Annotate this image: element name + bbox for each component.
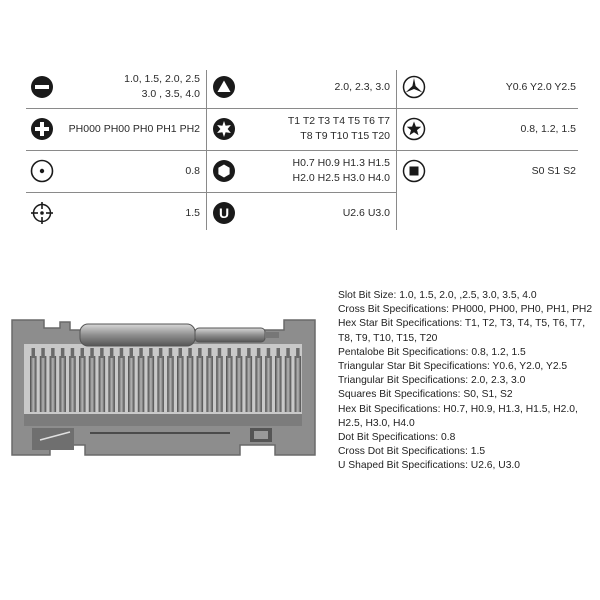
value-line: T8 T9 T10 T15 T20 — [300, 130, 390, 142]
screwdriver-bit-tip — [179, 348, 183, 358]
grid-cell-cross-dot — [22, 192, 206, 234]
spec-line: U Shaped Bit Specifications: U2.6, U3.0 — [338, 460, 521, 472]
spec-line: Triangular Star Bit Specifications: Y0.6, Y2.0, Y2.5 — [338, 361, 568, 373]
value-line: Y0.6 Y2.0 Y2.5 — [505, 80, 576, 93]
screwdriver-bit — [197, 356, 204, 412]
screwdriver-bit-tip — [61, 348, 65, 358]
screwdriver-bit — [59, 356, 66, 412]
dot-bit-icon — [30, 159, 54, 183]
screwdriver-bit-tip — [159, 348, 163, 358]
screwdriver-bit-tip — [296, 348, 300, 358]
spec-line: Triangular Bit Specifications: 2.0, 2.3, 3.0 — [338, 375, 526, 387]
screwdriver-bit — [118, 356, 125, 412]
screwdriver-bit — [157, 356, 164, 412]
screwdriver-bit — [89, 356, 96, 412]
u-shaped-bit-icon — [212, 201, 236, 225]
grid-cell-hex — [206, 150, 396, 192]
pentalobe-bit-icon — [402, 117, 426, 141]
screwdriver-bit — [236, 356, 243, 412]
triangular-star-bit-icon — [402, 75, 426, 99]
screwdriver-bit — [206, 356, 213, 412]
screwdriver-bit — [30, 356, 37, 412]
pentalobe-bit-values — [521, 108, 576, 150]
screwdriver-bit — [275, 356, 282, 412]
screwdriver-bit — [216, 356, 223, 412]
value-line: H2.0 H2.5 H3.0 H4.0 — [292, 172, 390, 184]
screwdriver-bit — [167, 356, 174, 412]
value-line: T1 T2 T3 T4 T5 T6 T7 — [287, 115, 390, 127]
value-line: 1.5 — [185, 206, 200, 219]
screwdriver-bit — [265, 356, 272, 412]
screwdriver-bit — [246, 356, 253, 412]
screwdriver-bit — [285, 356, 292, 412]
hex-star-bit-icon — [212, 117, 236, 141]
spec-line: Hex Bit Specifications: H0.7, H0.9, H1.3, H1.5, H2.0, — [338, 403, 578, 415]
grid-cell-square — [396, 150, 582, 192]
grid-cell-cross — [22, 108, 206, 150]
value-line: 3.0 , 3.5, 4.0 — [141, 88, 200, 100]
screwdriver-bit-tip — [149, 348, 153, 358]
screwdriver-bit-tip — [51, 348, 55, 358]
screwdriver-bit-tip — [90, 348, 94, 358]
screwdriver-bit-tip — [188, 348, 192, 358]
screwdriver-bit-tip — [257, 348, 261, 358]
spec-line: Pentalobe Bit Specifications: 0.8, 1.2, 1.5 — [338, 346, 526, 358]
grid-cell-triangle — [206, 66, 396, 108]
screwdriver-bit-tip — [286, 348, 290, 358]
value-line: S0 S1 S2 — [531, 164, 576, 177]
screwdriver-bit-tip — [32, 348, 36, 358]
screwdriver-bit-tip — [267, 348, 271, 358]
screwdriver-bit-tip — [277, 348, 281, 358]
value-line: U2.6 U3.0 — [342, 206, 390, 219]
slot-bit-icon — [30, 75, 54, 99]
screwdriver-bit — [50, 356, 57, 412]
grid-cell-pentalobe — [396, 108, 582, 150]
square-bit-values — [532, 150, 576, 192]
triangle-bit-icon — [212, 75, 236, 99]
spec-line: Cross Bit Specifications: PH000, PH00, PH0, PH1, PH2 — [338, 304, 593, 316]
bit-spec-grid — [22, 66, 582, 234]
screwdriver-bit-kit-image — [10, 300, 330, 470]
screwdriver-bit — [108, 356, 115, 412]
screwdriver-bit — [226, 356, 233, 412]
value-line: 1.0, 1.5, 2.0, 2.5 — [124, 73, 200, 85]
screwdriver-bit-tip — [41, 348, 45, 358]
screwdriver-bit — [40, 356, 47, 412]
hex-bit-values — [293, 150, 390, 192]
grid-cell-slot — [22, 66, 206, 108]
value-line: 0.8, 1.2, 1.5 — [520, 122, 576, 135]
screwdriver-bit-tip — [247, 348, 251, 358]
tri-star-bit-values — [506, 66, 576, 108]
spec-line: Cross Dot Bit Specifications: 1.5 — [338, 446, 486, 458]
spec-line: Dot Bit Specifications: 0.8 — [338, 432, 456, 444]
screwdriver-bit-tip — [120, 348, 124, 358]
cross-dot-bit-values — [185, 192, 200, 234]
grid-cell-u — [206, 192, 396, 234]
value-line: 2.0, 2.3, 3.0 — [334, 80, 390, 93]
cross-dot-bit-icon — [30, 201, 54, 225]
grid-cell-tri-star — [396, 66, 582, 108]
grid-cell-hex-star — [206, 108, 396, 150]
grid-cell-dot — [22, 150, 206, 192]
spec-line: Squares Bit Specifications: S0, S1, S2 — [338, 389, 513, 401]
value-line: PH000 PH00 PH0 PH1 PH2 — [68, 122, 200, 135]
hex-bit-icon — [212, 159, 236, 183]
spec-line: Slot Bit Size: 1.0, 1.5, 2.0, ,2.5, 3.0, 3.5, 4.0 — [338, 290, 537, 301]
screwdriver-bit-tip — [169, 348, 173, 358]
dot-bit-values — [185, 150, 200, 192]
screwdriver-bit-tip — [237, 348, 241, 358]
screwdriver-bit-tip — [139, 348, 143, 358]
screwdriver-bit — [138, 356, 145, 412]
spec-line: Hex Star Bit Specifications: T1, T2, T3, T4, T5, T6, T7, — [338, 318, 586, 330]
screwdriver-bit — [69, 356, 76, 412]
hex-star-bit-values — [288, 108, 390, 150]
screwdriver-bit-tip — [198, 348, 202, 358]
screwdriver-bit-tip — [130, 348, 134, 358]
u-bit-values — [343, 192, 390, 234]
screwdriver-bit-tip — [228, 348, 232, 358]
triangle-bit-values — [335, 66, 390, 108]
screwdriver-bit — [128, 356, 135, 412]
value-line: 0.8 — [185, 164, 200, 177]
screwdriver-bit — [99, 356, 106, 412]
screwdriver-bit-tip — [81, 348, 85, 358]
screwdriver-bit-tip — [71, 348, 75, 358]
u-letter: U — [218, 205, 230, 221]
screwdriver-bit — [177, 356, 184, 412]
screwdriver-bit-tip — [208, 348, 212, 358]
cross-bit-icon — [30, 117, 54, 141]
square-bit-icon — [402, 159, 426, 183]
screwdriver-bit — [255, 356, 262, 412]
screwdriver-bit-tip — [110, 348, 114, 358]
screwdriver-bit — [187, 356, 194, 412]
value-line: H0.7 H0.9 H1.3 H1.5 — [292, 157, 390, 169]
screwdriver-bit — [148, 356, 155, 412]
spec-line: H2.5, H3.0, H4.0 — [338, 417, 415, 429]
spec-line: T8, T9, T10, T15, T20 — [338, 332, 438, 344]
slot-bit-values — [124, 66, 200, 108]
screwdriver-bit-tip — [218, 348, 222, 358]
screwdriver-bit — [79, 356, 86, 412]
bit-spec-list — [338, 289, 600, 474]
cross-bit-values — [69, 108, 200, 150]
screwdriver-bit — [295, 356, 302, 412]
screwdriver-bit-tip — [100, 348, 104, 358]
